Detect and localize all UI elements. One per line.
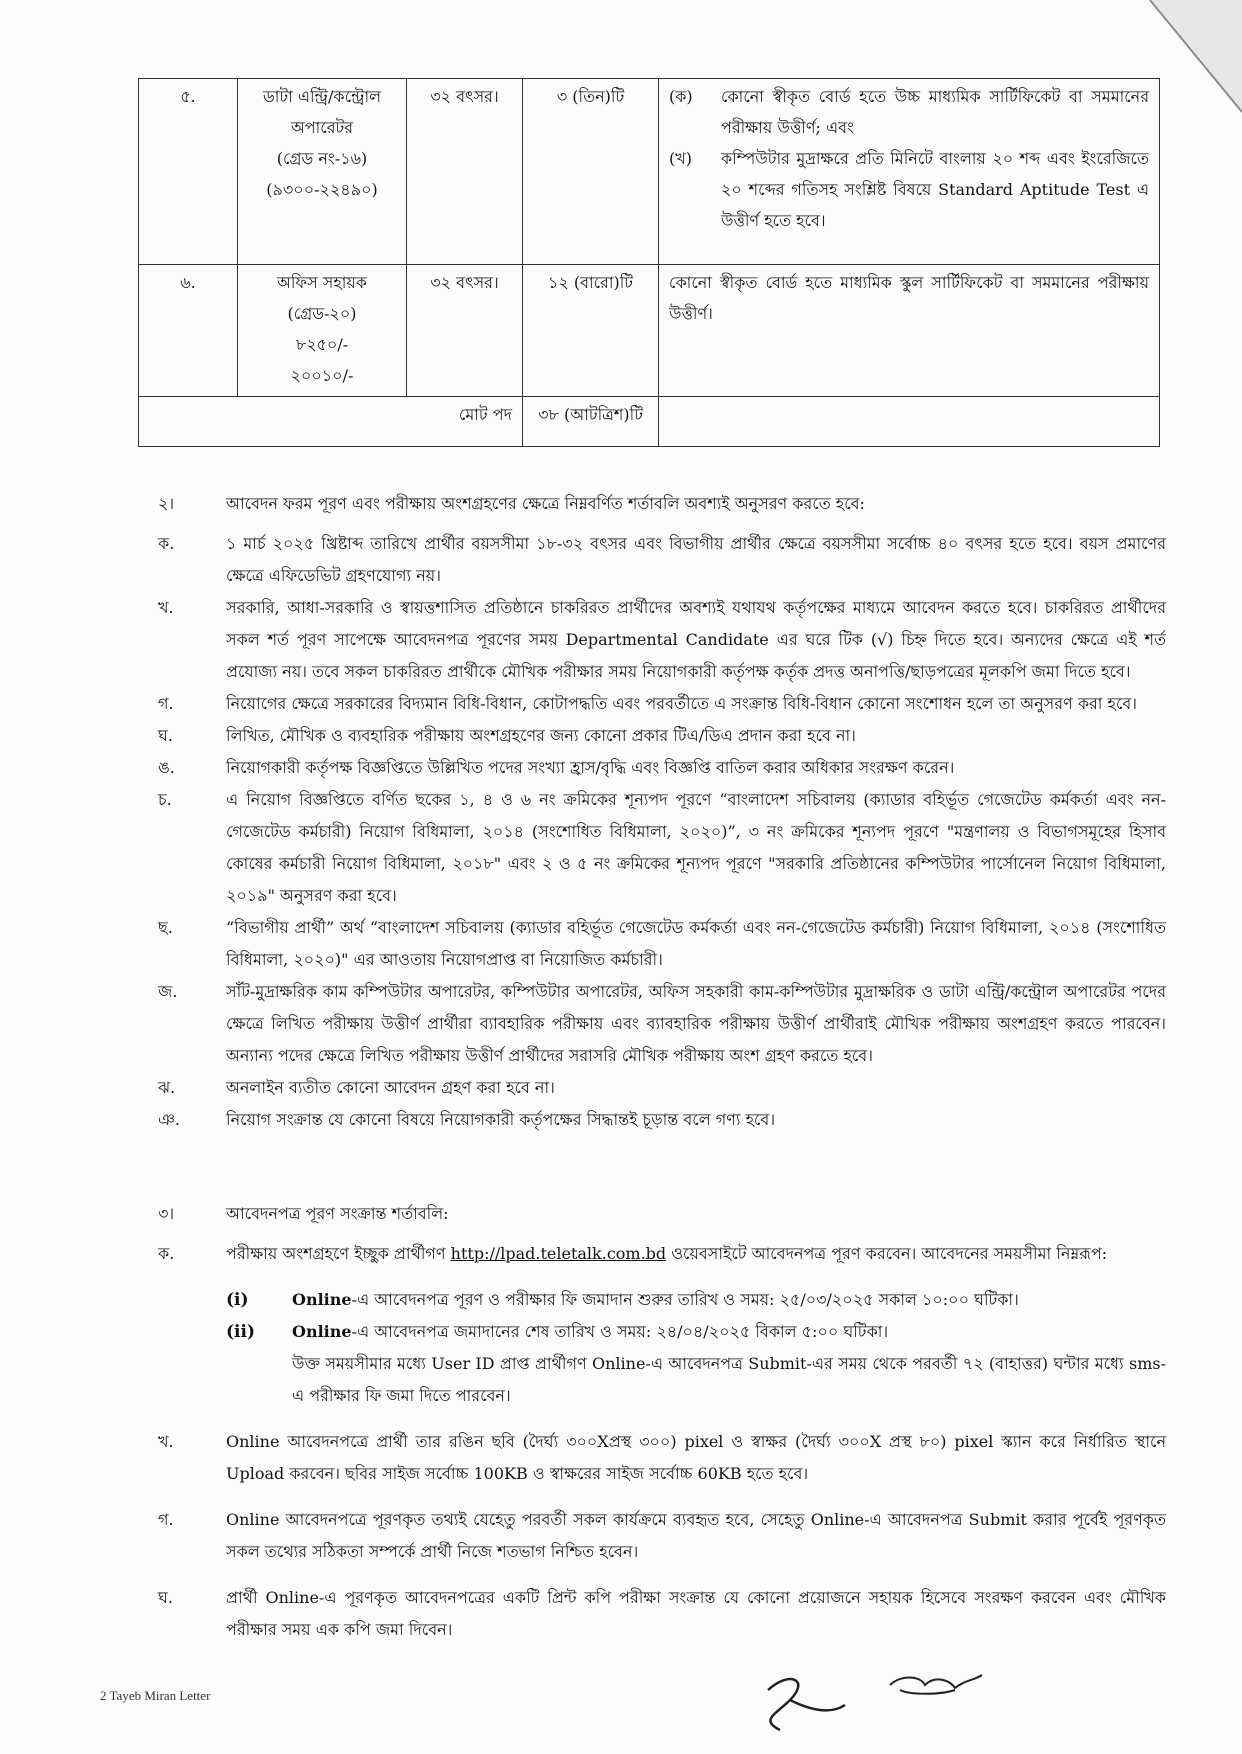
item-text: নিয়োগকারী কর্তৃপক্ষ বিজ্ঞপ্তিতে উল্লিখিত পদের সংখ্যা হ্রাস/বৃদ্ধি এবং বিজ্ঞপ্তি বাতিল করার অধিকার সংরক্ষণ করেন। xyxy=(226,758,955,777)
post-cell xyxy=(238,265,407,397)
section-heading xyxy=(158,488,1166,520)
post-line: (গ্রেড-২০) xyxy=(287,304,357,323)
list-item xyxy=(158,784,1166,912)
list-item xyxy=(158,1072,1166,1104)
qualification-item xyxy=(669,143,1149,236)
post-cell xyxy=(238,79,407,265)
item-mark: ঘ. xyxy=(158,726,173,745)
item-mark: ক. xyxy=(158,534,175,553)
age-cell: ৩২ বৎসর। xyxy=(407,79,523,265)
post-line: ৮২৫০/- xyxy=(295,335,349,354)
serial-cell: ৫. xyxy=(139,79,238,265)
handwritten-signature xyxy=(750,1660,990,1740)
item-text: লিখিত, মৌখিক ও ব্যবহারিক পরীক্ষায় অংশগ্রহণের জন্য কোনো প্রকার টিএ/ডিএ প্রদান করা হবে না। xyxy=(226,726,856,745)
list-item xyxy=(158,912,1166,976)
item-text: এ নিয়োগ বিজ্ঞপ্তিতে বর্ণিত ছকের ১, ৪ ও ৬ নং ক্রমিকের শূন্যপদ পূরণে “বাংলাদেশ সচিবালয় (ক্যাডার বহির্ভূত গেজেটেড কর্মকর্তা এবং নন-গেজেটেড কর্মচারী) নিয়োগ বিধিমালা, ২০১৪ (সংশোধিত বিধিমালা, ২০২০)”, ৩ নং ক্রমিকের শূন্যপদ পূরণে "মন্ত্রণালয় ও বিভাগসমূহের হিসাব কোষের কর্মচারী নিয়োগ বিধিমালা, ২০১৮" এবং ২ ও ৫ নং ক্রমিকের শূন্যপদ পূরণে "সরকারি প্রতিষ্ঠানের কম্পিউটার পার্সোনেল নিয়োগ বিধিমালা, ২০১৯" অনুসরণ করা হবে। xyxy=(226,790,1166,905)
qualification-item xyxy=(669,81,1149,143)
sub-item-text xyxy=(292,1284,1166,1316)
empty-cell xyxy=(659,397,1160,447)
item-mark: ক. xyxy=(158,1244,175,1263)
list-item xyxy=(158,1426,1166,1490)
post-line: (৯৩০০-২২৪৯০) xyxy=(266,180,378,199)
section-3-items xyxy=(158,1412,1166,1646)
list-item xyxy=(158,752,1166,784)
list-item xyxy=(158,592,1166,688)
item-mark: চ. xyxy=(158,790,172,809)
application-website-link[interactable]: http://lpad.teletalk.com.bd xyxy=(450,1244,667,1263)
sub-item xyxy=(158,1316,1166,1348)
list-item xyxy=(158,528,1166,592)
item-text-post: ওয়েবসাইটে আবেদনপত্র পূরণ করবেন। আবেদনের সময়সীমা নিম্নরূপ: xyxy=(671,1244,1108,1263)
item-mark: খ. xyxy=(158,598,174,617)
list-item xyxy=(158,688,1166,720)
item-text: প্রার্থী Online-এ পূরণকৃত আবেদনপত্রের একটি প্রিন্ট কপি পরীক্ষা সংক্রান্ত যে কোনো প্রয়োজনে সহায়ক হিসেবে সংরক্ষণ করবেন এবং মৌখিক পরীক্ষার সময় এক কপি জমা দিবেন। xyxy=(226,1588,1166,1639)
sub-item xyxy=(158,1284,1166,1316)
age-cell: ৩২ বৎসর। xyxy=(407,265,523,397)
post-line: অফিস সহায়ক xyxy=(276,273,368,292)
item-mark: ঙ. xyxy=(158,758,175,777)
item-mark: জ. xyxy=(158,982,178,1001)
sub-item-number: (i) xyxy=(226,1290,249,1310)
online-label: Online xyxy=(292,1290,352,1309)
online-label: Online xyxy=(292,1322,352,1341)
sub-item-body: -এ আবেদনপত্র জমাদানের শেষ তারিখ ও সময়: ২৪/০৪/২০২৫ বিকাল ৫:০০ ঘটিকা। xyxy=(351,1322,889,1341)
item-mark: ঘ. xyxy=(158,1588,173,1607)
item-mark: গ. xyxy=(158,694,174,713)
item-text: নিয়োগের ক্ষেত্রে সরকারের বিদ্যমান বিধি-বিধান, কোটাপদ্ধতি এবং পরবর্তীতে এ সংক্রান্ত বিধি-বিধান কোনো সংশোধন হলে তা অনুসরণ করা হবে। xyxy=(226,694,1137,713)
table-row xyxy=(139,265,1160,397)
sub-item-number: (ii) xyxy=(226,1322,256,1342)
section-2-items xyxy=(158,528,1166,1136)
item-text: অনলাইন ব্যতীত কোনো আবেদন গ্রহণ করা হবে না। xyxy=(226,1078,555,1097)
total-label: মোট পদ xyxy=(139,397,523,447)
item-mark: খ. xyxy=(158,1432,174,1451)
item-mark: ঝ. xyxy=(158,1078,176,1097)
section-3 xyxy=(158,1198,1166,1646)
post-line: ২০০১০/- xyxy=(290,366,354,385)
list-item xyxy=(158,720,1166,752)
item-text-pre: পরীক্ষায় অংশগ্রহণে ইচ্ছুক প্রার্থীগণ xyxy=(226,1244,446,1263)
table-row xyxy=(139,79,1160,265)
total-value: ৩৮ (আটত্রিশ)টি xyxy=(523,397,659,447)
post-line: (গ্রেড নং-১৬) xyxy=(276,149,368,168)
item-text: সাঁট-মুদ্রাক্ষরিক কাম কম্পিউটার অপারেটর, কম্পিউটার অপারেটর, অফিস সহকারী কাম-কম্পিউটার মুদ্রাক্ষরিক ও ডাটা এন্ট্রি/কন্ট্রোল অপারেটর পদের ক্ষেত্রে লিখিত পরীক্ষায় উত্তীর্ণ প্রার্থীরা ব্যাবহারিক পরীক্ষায় এবং ব্যাবহারিক পরীক্ষায় উত্তীর্ণ প্রার্থীরাই মৌখিক পরীক্ষায় অংশগ্রহণ করতে পারবেন। অন্যান্য পদের ক্ষেত্রে লিখিত পরীক্ষায় উত্তীর্ণ প্রার্থীদের সরাসরি মৌখিক পরীক্ষায় অংশ গ্রহণ করতে হবে। xyxy=(226,982,1166,1065)
item-text: ১ মার্চ ২০২৫ খ্রিষ্টাব্দ তারিখে প্রার্থীর বয়সসীমা ১৮-৩২ বৎসর এবং বিভাগীয় প্রার্থীর ক্ষেত্রে বয়সসীমা সর্বোচ্চ ৪০ বৎসর হতে হবে। বয়স প্রমাণের ক্ষেত্রে এফিডেভিট গ্রহণযোগ্য নয়। xyxy=(226,534,1166,585)
list-item xyxy=(158,1504,1166,1568)
item-text xyxy=(226,1238,1166,1270)
item-text: সরকারি, আধা-সরকারি ও স্বায়ত্তশাসিত প্রতিষ্ঠানে চাকরিরত প্রার্থীদের অবশ্যই যথাযথ কর্তৃপক্ষের মাধ্যমে আবেদন করতে হবে। চাকরিরত প্রার্থীদের সকল শর্ত পূরণ সাপেক্ষে আবেদনপত্র পূরণের সময় Departmental Candidate এর ঘরে টিক (√) চিহ্ন দিতে হবে। অন্যদের ক্ষেত্রে এই শর্ত প্রযোজ্য নয়। তবে সকল চাকরিরত প্রার্থীকে মৌখিক পরীক্ষার সময় নিয়োগকারী কর্তৃপক্ষ কর্তৃক প্রদত্ত অনাপত্তি/ছাড়পত্রের মূলকপি জমা দিতে হবে। xyxy=(226,598,1166,681)
qualification-mark: (ক) xyxy=(669,87,693,106)
list-item xyxy=(158,1238,1166,1270)
item-mark: ছ. xyxy=(158,918,173,937)
item-text: Online আবেদনপত্রে প্রার্থী তার রঙিন ছবি (দৈর্ঘ্য ৩০০Xপ্রস্থ ৩০০) pixel ও স্বাক্ষর (দৈর্ঘ্য ৩০০X প্রস্থ ৮০) pixel স্ক্যান করে নির্ধারিত স্থানে Upload করবেন। ছবির সাইজ সর্বোচ্চ 100KB ও স্বাক্ষরের সাইজ সর্বোচ্চ 60KB হতে হবে। xyxy=(226,1432,1166,1483)
post-line: ডাটা এন্ট্রি/কন্ট্রোল xyxy=(262,87,382,106)
item-mark: ঞ. xyxy=(158,1110,180,1129)
section-number: ৩। xyxy=(158,1204,175,1223)
serial-cell: ৬. xyxy=(139,265,238,397)
item-mark: গ. xyxy=(158,1510,174,1529)
posts-table xyxy=(138,78,1160,447)
item-text: “বিভাগীয় প্রার্থী” অর্থ “বাংলাদেশ সচিবালয় (ক্যাডার বহির্ভূত গেজেটেড কর্মকর্তা এবং নন-গেজেটেড কর্মচারী) নিয়োগ বিধিমালা, ২০১৪ (সংশোধিত বিধিমালা, ২০২০)" এর আওতায় নিয়োগপ্রাপ্ত বা নিয়োজিত কর্মচারী। xyxy=(226,918,1166,969)
sub-item-text xyxy=(292,1316,1166,1348)
qualification-cell xyxy=(659,79,1160,265)
qualification-cell: কোনো স্বীকৃত বোর্ড হতে মাধ্যমিক স্কুল সার্টিফিকেট বা সমমানের পরীক্ষায় উত্তীর্ণ। xyxy=(659,265,1160,397)
item-text: নিয়োগ সংক্রান্ত যে কোনো বিষয়ে নিয়োগকারী কর্তৃপক্ষের সিদ্ধান্তই চূড়ান্ত বলে গণ্য হবে। xyxy=(226,1110,776,1129)
list-item xyxy=(158,1582,1166,1646)
qualification-text: কম্পিউটার মুদ্রাক্ষরে প্রতি মিনিটে বাংলায় ২০ শব্দ এবং ইংরেজিতে ২০ শব্দের গতিসহ সংশ্লিষ্ট বিষয়ে Standard Aptitude Test এ উত্তীর্ণ হতে হবে। xyxy=(721,149,1149,230)
list-item xyxy=(158,1104,1166,1136)
qualification-text: কোনো স্বীকৃত বোর্ড হতে উচ্চ মাধ্যমিক সার্টিফিকেট বা সমমানের পরীক্ষায় উত্তীর্ণ; এবং xyxy=(721,87,1149,137)
count-cell: ৩ (তিন)টি xyxy=(523,79,659,265)
footer-text: 2 Tayeb Miran Letter xyxy=(100,1688,211,1703)
section-title: আবেদনপত্র পূরণ সংক্রান্ত শর্তাবলি: xyxy=(226,1204,449,1223)
total-row xyxy=(139,397,1160,447)
section-title: আবেদন ফরম পূরণ এবং পরীক্ষায় অংশগ্রহণের ক্ষেত্রে নিম্নবর্ণিত শর্তাবলি অবশ্যই অনুসরণ করতে হবে: xyxy=(226,494,865,513)
post-line: অপারেটর xyxy=(290,118,354,137)
section-number: ২। xyxy=(158,494,175,513)
qualification-mark: (খ) xyxy=(669,149,692,168)
item-text: Online আবেদনপত্রে পূরণকৃত তথ্যই যেহেতু পরবর্তী সকল কার্যক্রমে ব্যবহৃত হবে, সেহেতু Online-এ আবেদনপত্র Submit করার পূর্বেই পূরণকৃত সকল তথ্যের সঠিকতা সম্পর্কে প্রার্থী নিজে শতভাগ নিশ্চিত হবেন। xyxy=(226,1510,1166,1561)
sub-item-body: -এ আবেদনপত্র পূরণ ও পরীক্ষার ফি জমাদান শুরুর তারিখ ও সময়: ২৫/০৩/২০২৫ সকাল ১০:০০ ঘটিকা। xyxy=(351,1290,1019,1309)
sub-item-continuation: উক্ত সময়সীমার মধ্যে User ID প্রাপ্ত প্রার্থীগণ Online-এ আবেদনপত্র Submit-এর সময় থেকে পরবর্তী ৭২ (বাহাত্তর) ঘন্টার মধ্যে sms-এ পরীক্ষার ফি জমা দিতে পারবেন। xyxy=(292,1354,1166,1405)
list-item xyxy=(158,976,1166,1072)
section-2 xyxy=(158,488,1166,1136)
section-heading xyxy=(158,1198,1166,1230)
count-cell: ১২ (বারো)টি xyxy=(523,265,659,397)
